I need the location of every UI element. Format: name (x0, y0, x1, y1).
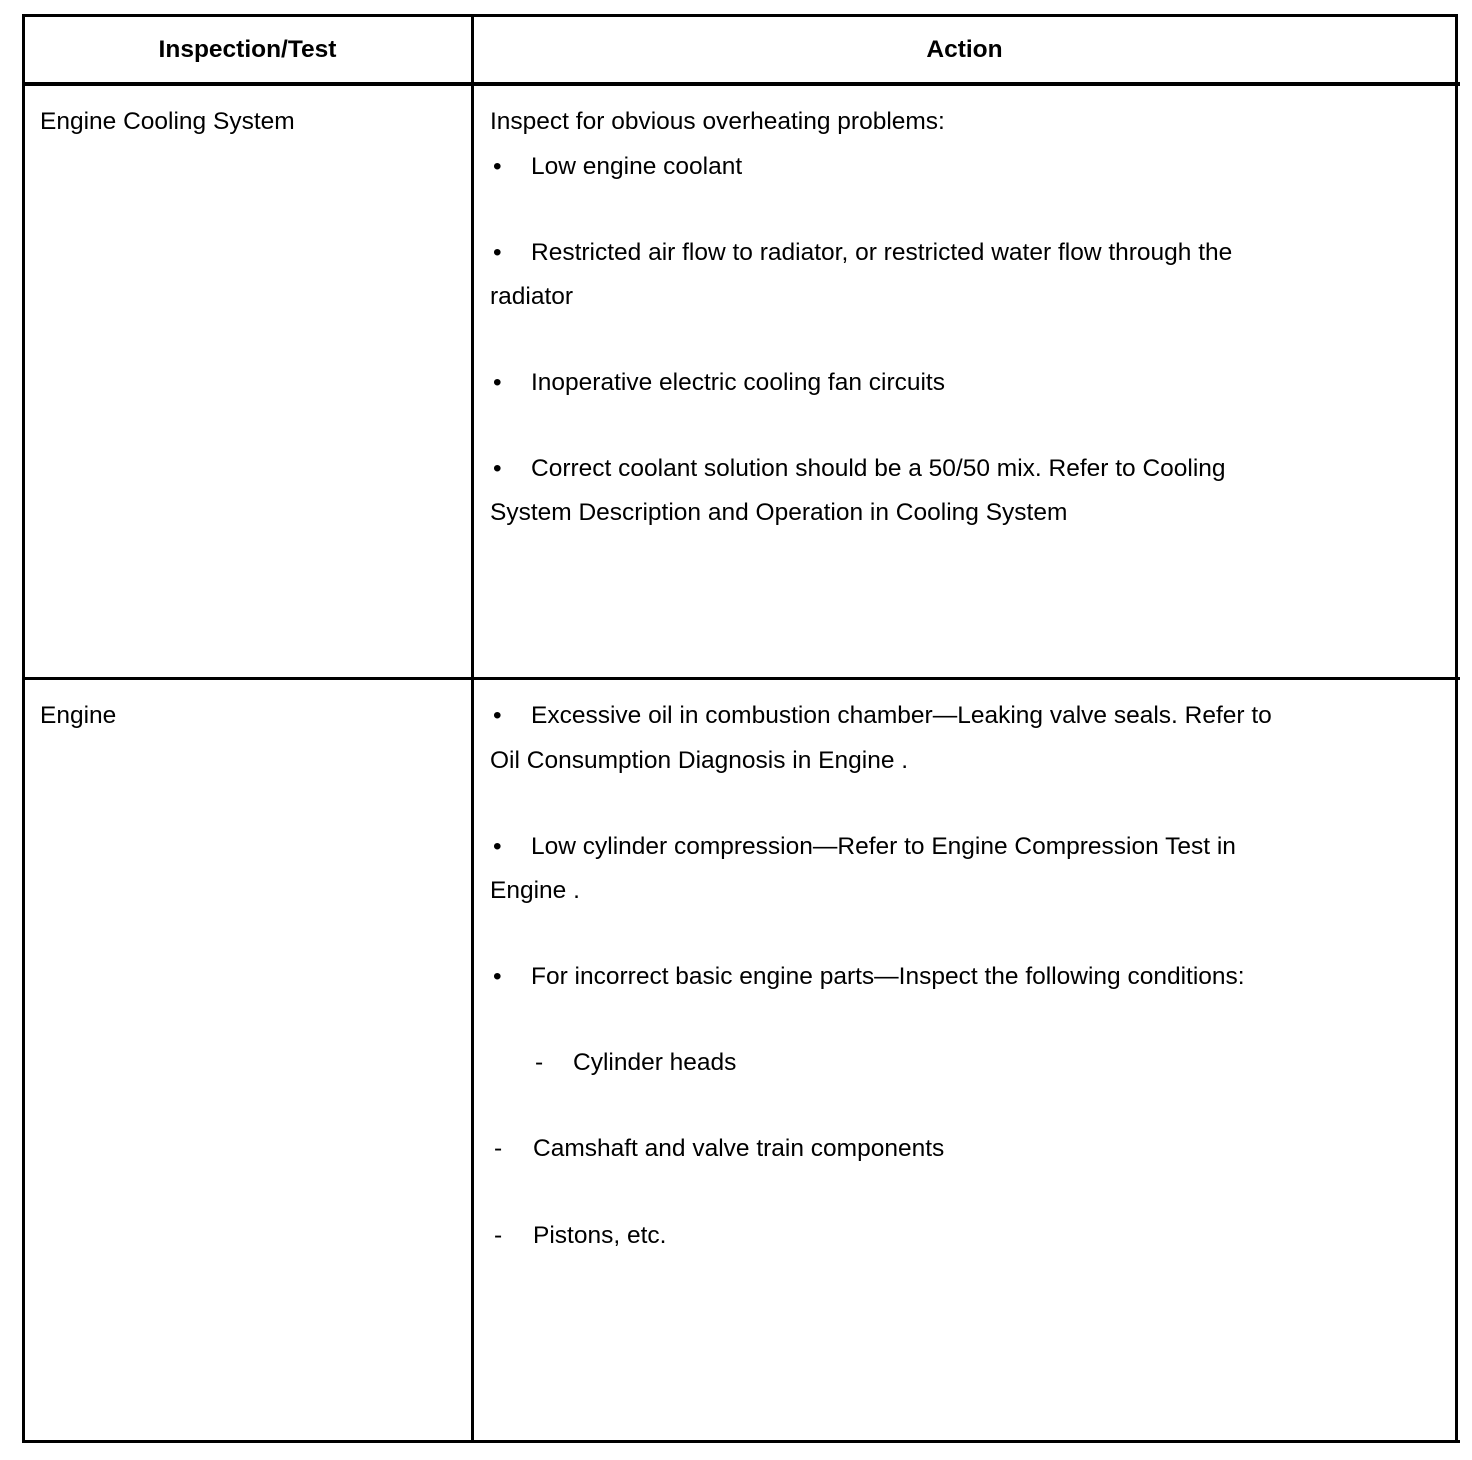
action-intro: Inspect for obvious overheating problems: (490, 108, 945, 135)
list-item-text-continued: System Description and Operation in Cooling System (490, 499, 1068, 526)
list-item-text-continued: Oil Consumption Diagnosis in Engine . (490, 747, 909, 774)
bullet-marker: • (493, 153, 502, 180)
dash-marker: - (535, 1049, 544, 1076)
list-item-text: Excessive oil in combustion chamber—Leaking valve seals. Refer to (531, 702, 1272, 729)
header-bottom-border (22, 82, 1460, 86)
list-item-text: For incorrect basic engine parts—Inspect the following conditions: (531, 963, 1245, 990)
bullet-marker: • (493, 702, 502, 729)
table-right-border (1455, 14, 1458, 1443)
column-divider (471, 14, 474, 1443)
list-item-text-continued: Engine . (490, 877, 580, 904)
list-item-text: Low cylinder compression—Refer to Engine Compression Test in (531, 833, 1236, 860)
table-bottom-border (22, 1440, 1460, 1443)
list-item-text: Inoperative electric cooling fan circuits (531, 369, 945, 396)
bullet-marker: • (493, 455, 502, 482)
inspection-cell: Engine (40, 702, 117, 729)
header-inspection-test: Inspection/Test (158, 36, 337, 63)
row-divider (22, 677, 1460, 680)
dash-marker: - (494, 1222, 503, 1249)
bullet-marker: • (493, 369, 502, 396)
list-item-text: Cylinder heads (573, 1049, 737, 1076)
list-item-text: Low engine coolant (531, 153, 743, 180)
list-item-text: Pistons, etc. (533, 1222, 667, 1249)
list-item-text: Correct coolant solution should be a 50/50 mix. Refer to Cooling (531, 455, 1226, 482)
bullet-marker: • (493, 833, 502, 860)
header-action: Action (926, 36, 1003, 63)
table-left-border (22, 14, 25, 1443)
list-item-text: Restricted air flow to radiator, or restricted water flow through the (531, 239, 1233, 266)
list-item-text: Camshaft and valve train components (533, 1135, 945, 1162)
bullet-marker: • (493, 963, 502, 990)
dash-marker: - (494, 1135, 503, 1162)
inspection-cell: Engine Cooling System (40, 108, 295, 135)
list-item-text-continued: radiator (490, 283, 574, 310)
bullet-marker: • (493, 239, 502, 266)
table-top-border (22, 14, 1458, 17)
